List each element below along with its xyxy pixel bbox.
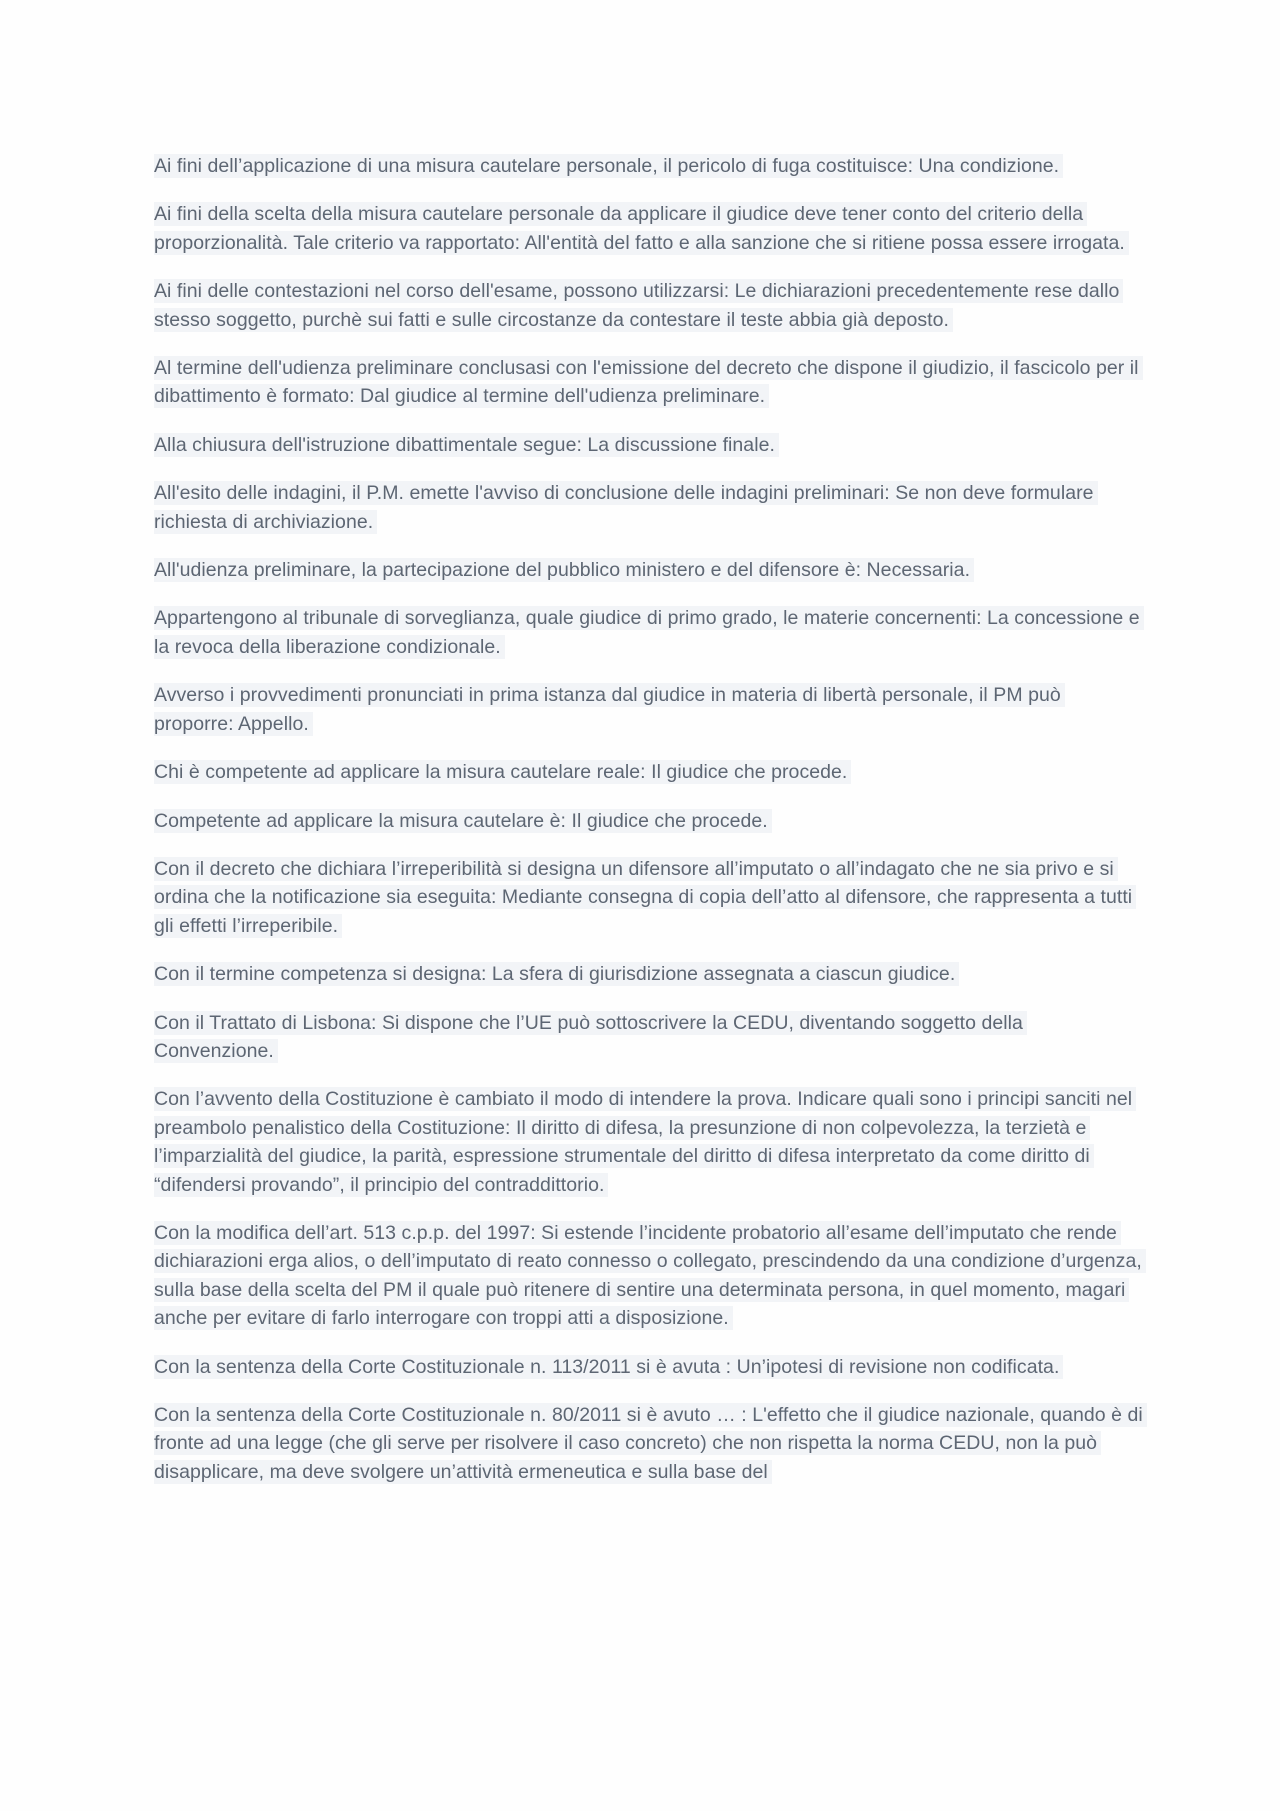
paragraph-text: Con la sentenza della Corte Costituzionale n. 113/2011 si è avuta : Un’ipotesi di revisione non codificata. — [154, 1355, 1063, 1379]
paragraph-text: Ai fini della scelta della misura cautelare personale da applicare il giudice deve tener conto del criterio della proporzionalità. Tale criterio va rapportato: All'entità del fatto e alla sanzione che si ritiene possa essere irrogata. — [154, 202, 1129, 254]
paragraph — [154, 1219, 1144, 1333]
paragraph-text: Con la sentenza della Corte Costituzionale n. 80/2011 si è avuto … : L'effetto che il giudice nazionale, quando è di fronte ad una legge (che gli serve per risolvere il caso concreto) che non rispetta la norma CEDU, non la può disapplicare, ma deve svolgere un’attività ermeneutica e sulla base del — [154, 1403, 1147, 1484]
paragraph — [154, 855, 1144, 940]
paragraph-text: Competente ad applicare la misura cautelare è: Il giudice che procede. — [154, 809, 772, 833]
paragraph-text: All'udienza preliminare, la partecipazione del pubblico ministero e del difensore è: Necessaria. — [154, 558, 974, 582]
paragraph-text: Con il decreto che dichiara l’irreperibilità si designa un difensore all’imputato o all’indagato che ne sia privo e si ordina che la notificazione sia eseguita: Mediante consegna di copia dell’atto al difensore, che rappresenta a tutti gli effetti l’irreperibile. — [154, 857, 1136, 938]
paragraph — [154, 604, 1144, 661]
paragraph — [154, 1353, 1144, 1381]
paragraph — [154, 807, 1144, 835]
document-body — [154, 152, 1144, 1506]
paragraph — [154, 960, 1144, 988]
paragraph — [154, 152, 1144, 180]
paragraph — [154, 1401, 1144, 1486]
paragraph-text: Con l’avvento della Costituzione è cambiato il modo di intendere la prova. Indicare quali sono i principi sanciti nel preambolo penalistico della Costituzione: Il diritto di difesa, la presunzione di non colpevolezza, la terzietà e l’imparzialità del giudice, la parità, espressione strumentale del diritto di difesa interpretato da come diritto di “difendersi provando”, il principio del contraddittorio. — [154, 1087, 1136, 1196]
paragraph-text: Chi è competente ad applicare la misura cautelare reale: Il giudice che procede. — [154, 760, 851, 784]
paragraph-text: Ai fini delle contestazioni nel corso dell'esame, possono utilizzarsi: Le dichiarazioni precedentemente rese dallo stesso soggetto, purchè sui fatti e sulle circostanze da contestare il teste abbia già deposto. — [154, 279, 1123, 331]
paragraph-text: Ai fini dell’applicazione di una misura cautelare personale, il pericolo di fuga costituisce: Una condizione. — [154, 154, 1063, 178]
paragraph-text: Avverso i provvedimenti pronunciati in prima istanza dal giudice in materia di libertà personale, il PM può proporre: Appello. — [154, 683, 1065, 735]
paragraph-text: Con il termine competenza si designa: La sfera di giurisdizione assegnata a ciascun giudice. — [154, 962, 959, 986]
paragraph — [154, 277, 1144, 334]
paragraph — [154, 479, 1144, 536]
paragraph-text: Con la modifica dell’art. 513 c.p.p. del 1997: Si estende l’incidente probatorio all’esame dell’imputato che rende dichiarazioni erga alios, o dell’imputato di reato connesso o collegato, prescindendo da una condizione d’urgenza, sulla base della scelta del PM il quale può ritenere di sentire una determinata persona, in quel momento, magari anche per evitare di farlo interrogare con troppi atti a disposizione. — [154, 1221, 1146, 1330]
paragraph — [154, 200, 1144, 257]
paragraph — [154, 556, 1144, 584]
paragraph-text: Al termine dell'udienza preliminare conclusasi con l'emissione del decreto che dispone il giudizio, il fascicolo per il dibattimento è formato: Dal giudice al termine dell'udienza preliminare. — [154, 356, 1143, 408]
paragraph — [154, 758, 1144, 786]
paragraph — [154, 431, 1144, 459]
paragraph-text: Alla chiusura dell'istruzione dibattimentale segue: La discussione finale. — [154, 433, 779, 457]
paragraph-text: Appartengono al tribunale di sorveglianza, quale giudice di primo grado, le materie concernenti: La concessione e la revoca della liberazione condizionale. — [154, 606, 1144, 658]
paragraph-text: All'esito delle indagini, il P.M. emette l'avviso di conclusione delle indagini preliminari: Se non deve formulare richiesta di archiviazione. — [154, 481, 1098, 533]
paragraph — [154, 681, 1144, 738]
paragraph — [154, 1085, 1144, 1199]
paragraph — [154, 1009, 1144, 1066]
paragraph-text: Con il Trattato di Lisbona: Si dispone che l’UE può sottoscrivere la CEDU, diventando soggetto della Convenzione. — [154, 1011, 1027, 1063]
paragraph — [154, 354, 1144, 411]
